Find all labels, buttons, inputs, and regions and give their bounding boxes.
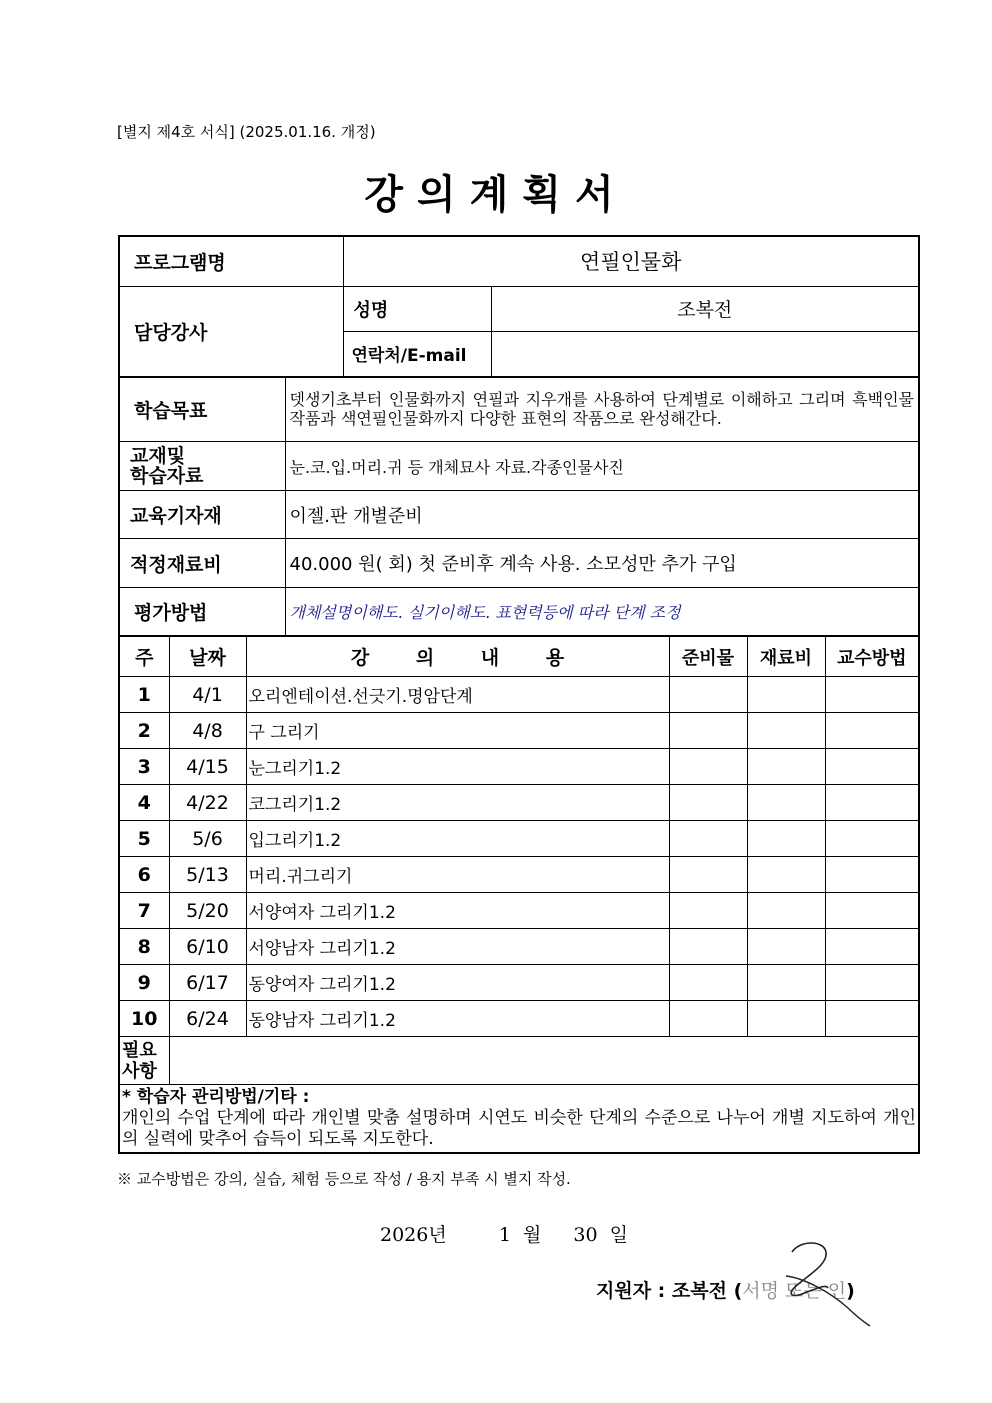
row-prep — [669, 713, 747, 749]
management-title: * 학습자 관리방법/기타 : — [122, 1086, 310, 1107]
row-date: 5/6 — [169, 821, 246, 857]
required-label — [119, 1037, 169, 1085]
header-prep: 준비물 — [669, 637, 747, 677]
row-method — [825, 785, 919, 821]
row-method — [825, 749, 919, 785]
table-row — [119, 677, 919, 713]
row-content: 눈그리기1.2 — [246, 749, 669, 785]
header-cost: 재료비 — [747, 637, 825, 677]
row-content: 코그리기1.2 — [246, 785, 669, 821]
row-cost — [747, 713, 825, 749]
table-row — [119, 965, 919, 1001]
applicant-label: 지원자 : 조복전 ( — [596, 1280, 743, 1302]
row-cost — [747, 821, 825, 857]
row-prep — [669, 1001, 747, 1037]
schedule-table — [118, 636, 920, 1154]
row-content: 동양여자 그리기1.2 — [246, 965, 669, 1001]
row-content: 오리엔테이션.선긋기.명암단계 — [246, 677, 669, 713]
row-date: 6/24 — [169, 1001, 246, 1037]
name-label: 성명 — [343, 286, 491, 331]
materials-label-line2: 학습자료 — [130, 465, 204, 487]
row-week: 9 — [119, 965, 169, 1001]
table-row — [119, 929, 919, 965]
row-content: 머리.귀그리기 — [246, 857, 669, 893]
goal-label: 학습목표 — [119, 377, 285, 442]
page-title: 강의계획서 — [364, 172, 628, 218]
row-cost — [747, 677, 825, 713]
row-method — [825, 929, 919, 965]
row-week: 10 — [119, 1001, 169, 1037]
row-cost — [747, 749, 825, 785]
date-day-unit: 일 — [609, 1224, 628, 1246]
goal-value: 뎃생기초부터 인물화까지 연필과 지우개를 사용하여 단계별로 이해하고 그리며 흑백인물작품과 색연필인물화까지 다양한 표현의 작품으로 완성해간다. — [285, 377, 919, 442]
row-prep — [669, 965, 747, 1001]
materials-label-line1: 교재및 — [130, 445, 186, 467]
row-date: 5/20 — [169, 893, 246, 929]
row-date: 4/1 — [169, 677, 246, 713]
row-week: 7 — [119, 893, 169, 929]
row-method — [825, 893, 919, 929]
header-week: 주 — [119, 637, 169, 677]
materials-value: 눈.코.입.머리.귀 등 개체묘사 자료.각종인물사진 — [285, 442, 919, 491]
row-prep — [669, 893, 747, 929]
program-value: 연필인물화 — [343, 236, 919, 286]
row-cost — [747, 1001, 825, 1037]
fee-value: 40.000 원( 회) 첫 준비후 계속 사용. 소모성만 추가 구입 — [285, 539, 919, 588]
footnote: ※ 교수방법은 강의, 실습, 체험 등으로 작성 / 용지 부족 시 별지 작성. — [117, 1170, 571, 1188]
row-method — [825, 1001, 919, 1037]
row-cost — [747, 929, 825, 965]
row-date: 4/15 — [169, 749, 246, 785]
row-prep — [669, 677, 747, 713]
row-method — [825, 713, 919, 749]
header-date: 날짜 — [169, 637, 246, 677]
row-method — [825, 857, 919, 893]
materials-label — [119, 442, 285, 491]
row-prep — [669, 785, 747, 821]
equipment-value: 이젤.판 개별준비 — [285, 491, 919, 539]
required-label-line2: 사항 — [122, 1060, 157, 1082]
table-row — [119, 785, 919, 821]
row-week: 3 — [119, 749, 169, 785]
evaluation-value: 개체설명이해도. 실기이해도. 표현력등에 따라 단계 조정 — [285, 588, 919, 636]
row-week: 1 — [119, 677, 169, 713]
signature-mark — [760, 1238, 880, 1333]
row-content: 서양남자 그리기1.2 — [246, 929, 669, 965]
row-prep — [669, 749, 747, 785]
row-week: 8 — [119, 929, 169, 965]
row-method — [825, 677, 919, 713]
date-line — [380, 1220, 628, 1247]
date-month: 1 — [498, 1224, 511, 1246]
row-method — [825, 821, 919, 857]
required-label-line1: 필요 — [122, 1039, 157, 1061]
row-date: 6/17 — [169, 965, 246, 1001]
row-method — [825, 965, 919, 1001]
date-day: 30 — [573, 1224, 598, 1246]
program-label: 프로그램명 — [119, 236, 343, 286]
table-row — [119, 821, 919, 857]
date-year: 2026년 — [380, 1224, 447, 1246]
equipment-label: 교육기자재 — [119, 491, 285, 539]
row-date: 4/8 — [169, 713, 246, 749]
table-row — [119, 857, 919, 893]
form-label: [별지 제4호 서식] (2025.01.16. 개정) — [117, 123, 376, 141]
row-week: 2 — [119, 713, 169, 749]
date-month-unit: 월 — [522, 1224, 542, 1246]
row-prep — [669, 857, 747, 893]
header-content: 강 의 내 용 — [246, 637, 669, 677]
instructor-label: 담당강사 — [119, 286, 343, 377]
table-row — [119, 893, 919, 929]
row-date: 6/10 — [169, 929, 246, 965]
schedule-body — [119, 677, 919, 1037]
table-row — [119, 749, 919, 785]
row-week: 5 — [119, 821, 169, 857]
row-week: 4 — [119, 785, 169, 821]
required-value — [169, 1037, 919, 1085]
management-body: 개인의 수업 단계에 따라 개인별 맞춤 설명하며 시연도 비슷한 단계의 수준으로 나누어 개별 지도하여 개인의 실력에 맞추어 습득이 되도록 지도한다. — [122, 1107, 916, 1149]
row-content: 입그리기1.2 — [246, 821, 669, 857]
applicant-close: ) — [846, 1280, 855, 1302]
row-date: 4/22 — [169, 785, 246, 821]
row-cost — [747, 785, 825, 821]
row-week: 6 — [119, 857, 169, 893]
header-method: 교수방법 — [825, 637, 919, 677]
contact-label: 연락처/E-mail — [343, 331, 491, 377]
row-cost — [747, 857, 825, 893]
evaluation-label: 평가방법 — [119, 588, 285, 636]
row-content: 서양여자 그리기1.2 — [246, 893, 669, 929]
fee-label: 적정재료비 — [119, 539, 285, 588]
row-date: 5/13 — [169, 857, 246, 893]
row-prep — [669, 821, 747, 857]
row-content: 동양남자 그리기1.2 — [246, 1001, 669, 1037]
table-row — [119, 1001, 919, 1037]
management-cell — [119, 1085, 919, 1153]
row-cost — [747, 965, 825, 1001]
row-content: 구 그리기 — [246, 713, 669, 749]
row-cost — [747, 893, 825, 929]
instructor-name: 조복전 — [491, 286, 919, 331]
row-prep — [669, 929, 747, 965]
signature-hint: 서명 또는 인 — [742, 1280, 847, 1302]
program-info-table — [118, 235, 920, 378]
program-detail-table — [118, 376, 920, 637]
table-row — [119, 713, 919, 749]
contact-value — [491, 331, 919, 377]
